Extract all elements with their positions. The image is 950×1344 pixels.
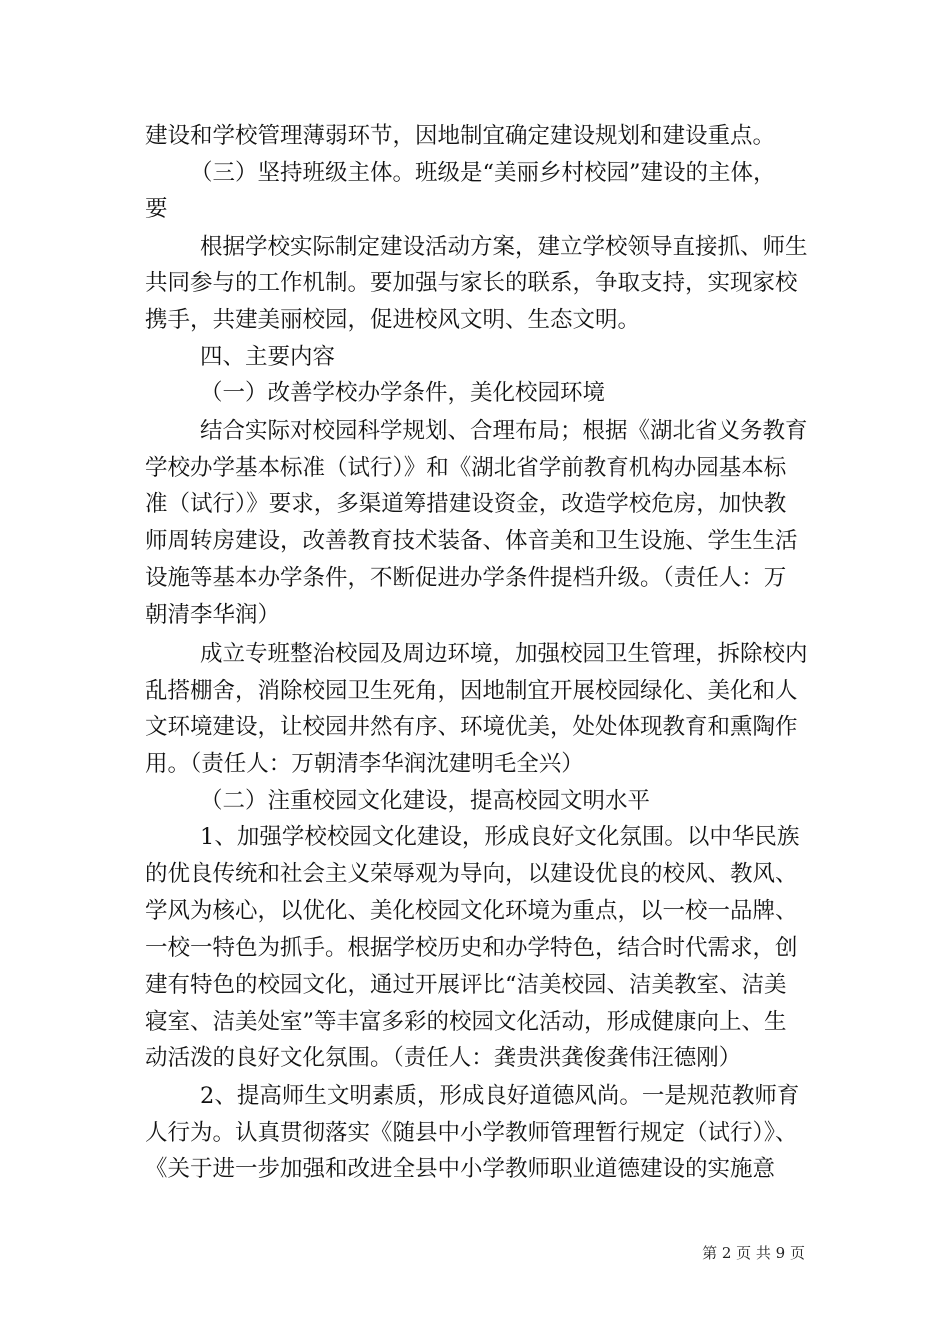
text-line: 建设和学校管理薄弱环节，因地制宜确定建设规划和建设重点。 (145, 123, 776, 149)
text-line: 准（试行）》要求，多渠道筹措建设资金，改造学校危房，加快教 (145, 491, 787, 517)
text-line: 要 (145, 196, 168, 222)
text-line: 建有特色的校园文化，通过开展评比“洁美校园、洁美教室、洁美 (145, 972, 787, 998)
text-line: 的优良传统和社会主义荣辱观为导向，以建设优良的校风、教风、 (145, 861, 798, 887)
text-line: 共同参与的工作机制。要加强与家长的联系，争取支持，实现家校 (145, 270, 798, 296)
text-line: 乱搭棚舍，消除校园卫生死角，因地制宜开展校园绿化、美化和人 (145, 678, 798, 704)
text-line: 一校一特色为抓手。根据学校历史和办学特色，结合时代需求，创 (145, 935, 798, 961)
text-line: 2、提高师生文明素质，形成良好道德风尚。一是规范教师育 (200, 1083, 800, 1109)
text-line: 学风为核心，以优化、美化校园文化环境为重点，以一校一品牌、 (145, 898, 798, 924)
text-line: 1、加强学校校园文化建设，形成良好文化氛围。以中华民族 (200, 824, 800, 850)
text-line: 根据学校实际制定建设活动方案，建立学校领导直接抓、师生 (200, 234, 808, 260)
text-line: 结合实际对校园科学规划、合理布局；根据《湖北省义务教育 (200, 418, 808, 444)
text-line: 师周转房建设，改善教育技术装备、体音美和卫生设施、学生生活 (145, 528, 798, 554)
text-line: 成立专班整治校园及周边环境，加强校园卫生管理，拆除校内 (200, 641, 808, 667)
section-heading: 四、主要内容 (200, 344, 336, 370)
text-line: 朝清李华润） (145, 602, 281, 628)
page-number: 第 2 页 共 9 页 (702, 1244, 805, 1262)
subsection-heading: （二）注重校园文化建设，提高校园文明水平 (200, 788, 651, 814)
subsection-heading: （一）改善学校办学条件，美化校园环境 (200, 380, 606, 406)
text-line: 动活泼的良好文化氛围。（责任人：龚贵洪龚俊龚伟汪德刚） (145, 1045, 742, 1071)
text-line: 人行为。认真贯彻落实《随县中小学教师管理暂行规定（试行）》、 (145, 1120, 798, 1146)
text-line: 寝室、洁美处室”等丰富多彩的校园文化活动，形成健康向上、生 (145, 1009, 787, 1035)
text-line: 设施等基本办学条件，不断促进办学条件提档升级。（责任人：万 (145, 565, 787, 591)
text-line: 文环境建设，让校园井然有序、环境优美，处处体现教育和熏陶作 (145, 714, 798, 740)
text-line: 学校办学基本标准（试行）》和《湖北省学前教育机构办园基本标 (145, 455, 787, 481)
text-line: 《关于进一步加强和改进全县中小学教师职业道德建设的实施意 (145, 1156, 776, 1182)
text-line: （三）坚持班级主体。班级是“美丽乡村校园”建设的主体， (190, 160, 776, 186)
text-line: 用。（责任人：万朝清李华润沈建明毛全兴） (145, 751, 584, 777)
text-line: 携手，共建美丽校园，促进校风文明、生态文明。 (145, 307, 641, 333)
